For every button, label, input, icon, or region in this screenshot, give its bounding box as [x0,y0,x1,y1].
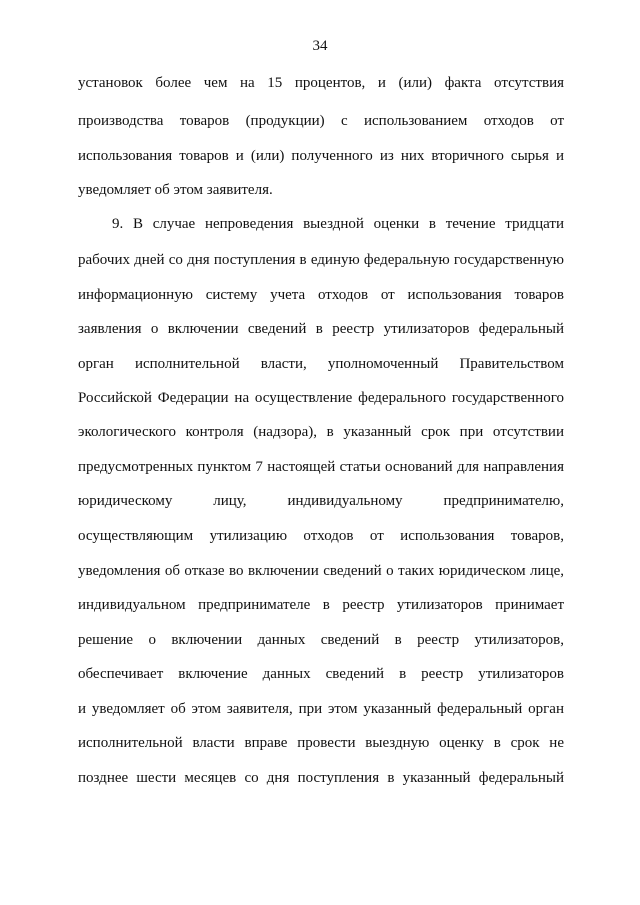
text-line: экологического контроля (надзора), в указанный срок при отсутствии [78,424,564,440]
text-line: 9. В случае непроведения выездной оценки в течение тридцати [112,216,564,232]
text-line: обеспечивает включение данных сведений в реестр утилизаторов [78,666,564,682]
text-line: уведомляет об этом заявителя. [78,182,273,198]
text-line: рабочих дней со дня поступления в единую федеральную государственную [78,252,564,268]
text-line: производства товаров (продукции) с использованием отходов от [78,113,564,129]
text-line: позднее шести месяцев со дня поступления в указанный федеральный [78,770,564,786]
text-line: заявления о включении сведений в реестр утилизаторов федеральный [78,321,564,337]
text-line: Российской Федерации на осуществление федерального государственного [78,390,564,406]
text-line: и уведомляет об этом заявителя, при этом указанный федеральный орган [78,701,564,717]
text-line: исполнительной власти вправе провести выездную оценку в срок не [78,735,564,751]
text-line: орган исполнительной власти, уполномоченный Правительством [78,356,564,372]
text-line: уведомления об отказе во включении сведений о таких юридическом лице, [78,563,564,579]
text-line: индивидуальном предпринимателе в реестр утилизаторов принимает [78,597,564,613]
text-line: использования товаров и (или) полученного из них вторичного сырья и [78,148,564,164]
text-line: решение о включении данных сведений в реестр утилизаторов, [78,632,564,648]
page-number: 34 [312,38,328,54]
text-line: осуществляющим утилизацию отходов от использования товаров, [78,528,564,544]
text-line: юридическому лицу, индивидуальному предпринимателю, [78,493,564,509]
text-line: информационную систему учета отходов от использования товаров [78,287,564,303]
text-line: предусмотренных пунктом 7 настоящей статьи оснований для направления [78,459,564,475]
text-line: установок более чем на 15 процентов, и (или) факта отсутствия [78,75,564,91]
